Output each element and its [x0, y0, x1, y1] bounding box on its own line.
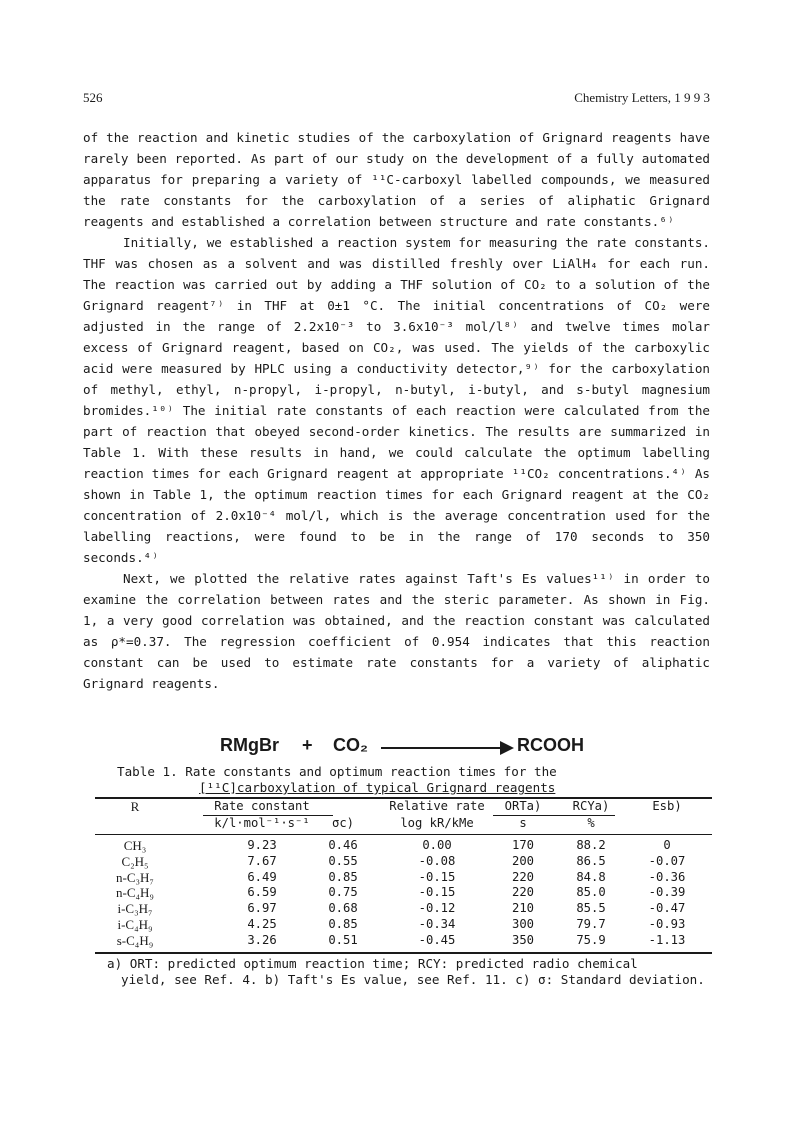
table-cell-r: CH₃: [123, 838, 147, 853]
table-cell-es: -0.47: [648, 901, 686, 916]
arrow-head-icon: [500, 741, 514, 755]
reaction-scheme: [220, 735, 584, 761]
journal-title: Chemistry Letters, 1 9 9 3: [574, 90, 710, 105]
page-number: 526: [83, 90, 103, 105]
table-caption: [117, 764, 717, 796]
table-mid-rule: [95, 834, 712, 835]
table-cell-ort: 170: [511, 838, 534, 852]
footnote-line-2: yield, see Ref. 4. b) Taft's Es value, see Ref. 11. c) σ: Standard deviation.: [121, 972, 705, 987]
article-body: [83, 127, 710, 694]
table-cell-rcy: 86.5: [576, 853, 606, 868]
table-cell-es: -1.13: [648, 932, 686, 947]
table-cell-es: -0.36: [648, 869, 686, 884]
table-cell-rel: -0.15: [418, 869, 456, 884]
table-cell-k: 9.23: [247, 838, 277, 852]
col-header-ort-unit: s: [519, 816, 527, 830]
table-cell-ort: 200: [511, 853, 534, 868]
table-cell-sigma: 0.75: [328, 885, 358, 900]
table-cell-ort: 350: [511, 932, 534, 947]
table-cell-k: 7.67: [247, 853, 277, 868]
table-cell-sigma: 0.55: [328, 853, 358, 868]
table-cell-sigma: 0.46: [328, 838, 358, 852]
table-cell-es: -0.39: [648, 885, 686, 900]
col-header-es: Esb): [652, 799, 682, 813]
paragraph-3: Next, we plotted the relative rates against Taft's Es values¹¹⁾ in order to examine the correlation between rates and the steric parameter. As shown in Fig. 1, a very good correlation was obtained, and the reaction constant was calculated as ρ*=0.37. The regression coefficient of 0.954 indicates that this reaction constant can be used to estimate rate constants for a variety of aliphatic Grignard reagents.: [83, 571, 710, 691]
reaction-arrow-icon: [381, 747, 511, 749]
table-cell-r: s-C₄H₉: [116, 932, 154, 948]
scheme-reactant: RMgBr: [220, 735, 279, 755]
scheme-reagent: CO₂: [333, 735, 368, 755]
table-cell-k: 3.26: [247, 932, 277, 947]
table-cell-k: 6.49: [247, 869, 277, 884]
table-cell-r: i-C₃H₇: [117, 901, 153, 917]
ort-rcy-underline: [493, 815, 615, 816]
footnote-line-1: a) ORT: predicted optimum reaction time; RCY: predicted radio chemical: [107, 956, 638, 971]
page-header: [83, 90, 710, 108]
table-cell-es: 0: [663, 838, 671, 852]
table-cell-ort: 210: [511, 901, 534, 916]
table-bottom-rule: [95, 952, 712, 954]
scheme-product: RCOOH: [517, 735, 584, 755]
table-cell-k: 6.97: [247, 901, 277, 916]
table-caption-line-1: Table 1. Rate constants and optimum reaction times for the: [117, 764, 557, 779]
rate-constant-underline: [203, 815, 333, 816]
table-cell-sigma: 0.85: [328, 917, 358, 931]
paragraph-2: Initially, we established a reaction system for measuring the rate constants. THF was chosen as a solvent and was distilled freshly over LiAlH₄ for each run. The reaction was carried out by adding a THF solution of CO₂ to a solution of the Grignard reagent⁷⁾ in THF at 0±1 °C. The initial concentrations of CO₂ were adjusted in the range of 2.2x10⁻³ to 3.6x10⁻³ mol/l⁸⁾ and twelve times molar excess of Grignard reagent, based on CO₂, was used. The yields of the carboxylic acid were measured by HPLC using a conductivity detector,⁹⁾ for the carboxylation of methyl, ethyl, n-propyl, i-propyl, n-butyl, i-butyl, and s-butyl magnesium bromides.¹⁰⁾ The initial rate constants of each reaction were calculated from the part of reaction that obeyed second-order kinetics. The results are summarized in Table 1. With these results in hand, we could calculate the optimum labelling reaction times for each Grignard reagent at appropriate ¹¹CO₂ concentrations.⁴⁾ As shown in Table 1, the optimum reaction times for each Grignard reagent at the CO₂ concentration of 2.0x10⁻⁴ mol/l, which is the average concentration used for the labelling reactions, were found to be in the range of 170 seconds to 350 seconds.⁴⁾: [83, 235, 710, 565]
table-cell-k: 4.25: [247, 917, 277, 931]
col-header-rcy: RCYa): [572, 799, 610, 813]
table-cell-es: -0.93: [648, 917, 686, 931]
col-header-relative-rate: Relative rate: [389, 799, 485, 813]
col-header-rate-constant: Rate constant: [214, 799, 310, 813]
table-cell-rel: -0.08: [418, 853, 456, 868]
table-cell-rel: -0.12: [418, 901, 456, 916]
col-header-rcy-unit: %: [587, 816, 595, 830]
table-cell-rel: -0.15: [418, 885, 456, 900]
table-cell-ort: 220: [511, 869, 534, 884]
paragraph-1: of the reaction and kinetic studies of the carboxylation of Grignard reagents have rarely been reported. As part of our study on the development of a fully automated apparatus for preparing a variety of ¹¹C-carboxyl labelled compounds, we measured the rate constants for the carboxylation of a series of aliphatic Grignard reagents and established a correlation between structure and rate constants.⁶⁾: [83, 130, 710, 229]
table-cell-rcy: 88.2: [576, 838, 606, 852]
table-cell-rel: 0.00: [422, 838, 452, 852]
table-cell-r: n-C₄H₉: [116, 885, 154, 901]
table-cell-rcy: 79.7: [576, 917, 606, 931]
col-header-r: R: [130, 799, 140, 814]
table-cell-rel: -0.45: [418, 932, 456, 947]
table-caption-line-2: [¹¹C]carboxylation of typical Grignard reagents: [199, 780, 556, 795]
table-cell-rcy: 84.8: [576, 869, 606, 884]
table-cell-r: C₂H₅: [121, 853, 149, 869]
table-cell-sigma: 0.85: [328, 869, 358, 884]
table-cell-rel: -0.34: [418, 917, 456, 931]
scheme-plus: +: [302, 735, 313, 755]
col-header-ort: ORTa): [504, 799, 542, 813]
col-header-sigma: σc): [331, 816, 354, 830]
table-cell-es: -0.07: [648, 853, 686, 868]
table-cell-r: i-C₄H₉: [117, 917, 153, 932]
table-cell-sigma: 0.51: [328, 932, 358, 947]
table-footnotes: [107, 956, 717, 988]
table-cell-r: n-C₃H₇: [116, 869, 154, 885]
col-header-relative-unit: log kR/kMe: [400, 816, 474, 830]
table-cell-rcy: 85.0: [576, 885, 606, 900]
table-cell-k: 6.59: [247, 885, 277, 900]
table-cell-sigma: 0.68: [328, 901, 358, 916]
table-cell-ort: 220: [511, 885, 534, 900]
table-cell-ort: 300: [511, 917, 534, 931]
table-cell-rcy: 85.5: [576, 901, 606, 916]
table-cell-rcy: 75.9: [576, 932, 606, 947]
col-header-rate-unit: k/l·mol⁻¹·s⁻¹: [214, 816, 310, 830]
